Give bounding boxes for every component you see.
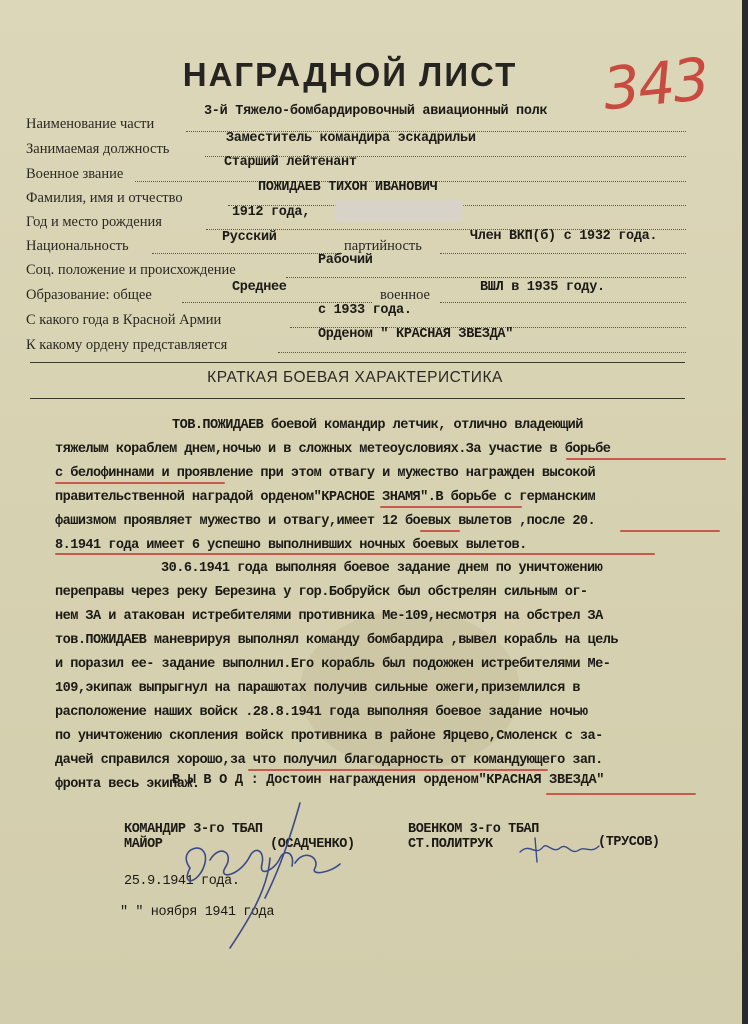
body-line: и поразил ее- задание выполнил.Его корабль был подожжен истребителями Ме- (55, 657, 611, 672)
commissar-title: ВОЕНКОМ 3-го ТБАП (408, 822, 539, 837)
body-line: фашизмом проявляет мужество и отвагу,имеет 12 боевых вылетов ,после 20. (55, 514, 596, 529)
red-underline (380, 506, 522, 508)
scan-edge (742, 0, 748, 1024)
body-line: с белофиннами и проявление при этом отвагу и мужество награжден высокой (55, 466, 596, 481)
commander-title: КОМАНДИР 3-го ТБАП (124, 822, 263, 837)
value-education-military: ВШЛ в 1935 году. (480, 280, 605, 295)
value-rank: Старший лейтенант (224, 155, 357, 170)
field-line (440, 302, 686, 303)
archive-number: 343 (599, 44, 711, 124)
body-line: 30.6.1941 года выполняя боевое задание днем по уничтожению (161, 561, 603, 576)
commissar-name: (ТРУСОВ) (598, 835, 660, 850)
value-birth: 1912 года, (232, 205, 311, 220)
body-line: правительственной наградой орденом"КРАСНОЕ ЗНАМЯ".В борьбе с германским (55, 490, 596, 505)
label-birth: Год и место рождения (26, 214, 162, 230)
value-unit: 3-й Тяжело-бомбардировочный авиационный полк (204, 104, 548, 119)
commander-rank: МАЙОР (124, 837, 163, 852)
label-education-general: Образование: общее (26, 287, 152, 303)
document-title: НАГРАДНОЙ ЛИСТ (182, 56, 518, 93)
field-line (440, 253, 686, 254)
value-nationality: Русский (222, 230, 277, 245)
body-line: ТОВ.ПОЖИДАЕВ боевой командир летчик, отлично владеющий (172, 418, 583, 433)
label-nationality: Национальность (26, 238, 129, 254)
value-party: Член ВКП(б) с 1932 года. (470, 229, 658, 244)
body-line: расположение наших войск .28.8.1941 года выполняя боевое задание ночью (55, 705, 588, 720)
redacted-area (335, 200, 463, 222)
field-line (152, 253, 342, 254)
field-line (286, 277, 686, 278)
body-line: переправы через реку Березина у гор.Бобруйск был обстрелян сильным ог- (55, 585, 588, 600)
date-november: " " ноября 1941 года (120, 905, 275, 920)
label-rank: Военное звание (26, 166, 124, 182)
label-education-military: военное (380, 287, 430, 303)
red-underline (55, 482, 225, 484)
label-social: Соц. положение и происхождение (26, 262, 236, 278)
value-order: Орденом " КРАСНАЯ ЗВЕЗДА" (318, 327, 514, 342)
body-line: 8.1941 года имеет 6 успешно выполнивших ночных боевых вылетов. (55, 538, 527, 553)
body-line: нем ЗА и атакован истребителями противника Ме-109,несмотря на обстрел ЗА (55, 609, 603, 624)
value-education-general: Среднее (232, 280, 287, 295)
body-line: по уничтожению скопления войск противника в районе Ярцево,Смоленск с за- (55, 729, 603, 744)
divider-bottom (30, 398, 685, 399)
red-underline (248, 769, 548, 771)
body-line: тов.ПОЖИДАЕВ маневрируя выполнял команду бомбардира ,вывел корабль на цель (55, 633, 618, 648)
label-full-name: Фамилия, имя и отчество (26, 190, 183, 206)
label-party: партийность (344, 238, 422, 254)
date-signed: 25.9.1941 года. (124, 874, 240, 889)
value-army-since: с 1933 года. (318, 303, 412, 318)
label-unit: Наименование части (26, 116, 155, 132)
label-order: К какому ордену представляется (26, 337, 228, 353)
label-army-since: С какого года в Красной Армии (26, 312, 222, 328)
divider-top (30, 362, 685, 363)
label-position: Занимаемая должность (26, 141, 170, 157)
body-line: дачей справился хорошо,за что получил благодарность от командующего зап. (55, 753, 603, 768)
body-line: тяжелым кораблем днем,ночью и в сложных метеоусловиях.За участие в борьбе (55, 442, 611, 457)
body-line: фронта весь экипаж. (55, 777, 200, 792)
section-title: КРАТКАЯ БОЕВАЯ ХАРАКТЕРИСТИКА (207, 369, 503, 386)
commander-name: (ОСАДЧЕНКО) (270, 837, 355, 852)
commander-signature-icon (170, 798, 360, 958)
field-line (278, 352, 686, 353)
commissar-rank: СТ.ПОЛИТРУК (408, 837, 493, 852)
red-underline (620, 530, 720, 532)
red-underline (55, 553, 655, 555)
conclusion: В Ы В О Д : Достоин награждения орденом"КРАСНАЯ ЗВЕЗДА" (172, 773, 605, 788)
commissar-signature-icon (515, 832, 605, 872)
value-full-name: ПОЖИДАЕВ ТИХОН ИВАНОВИЧ (258, 180, 438, 195)
red-underline (420, 530, 460, 532)
value-social: Рабочий (318, 253, 373, 268)
body-line: 109,экипаж выпрыгнул на парашютах получив сильные ожеги,приземлился в (55, 681, 580, 696)
red-underline (546, 793, 696, 795)
red-underline (566, 458, 726, 460)
value-position: Заместитель командира эскадрильи (226, 131, 476, 146)
